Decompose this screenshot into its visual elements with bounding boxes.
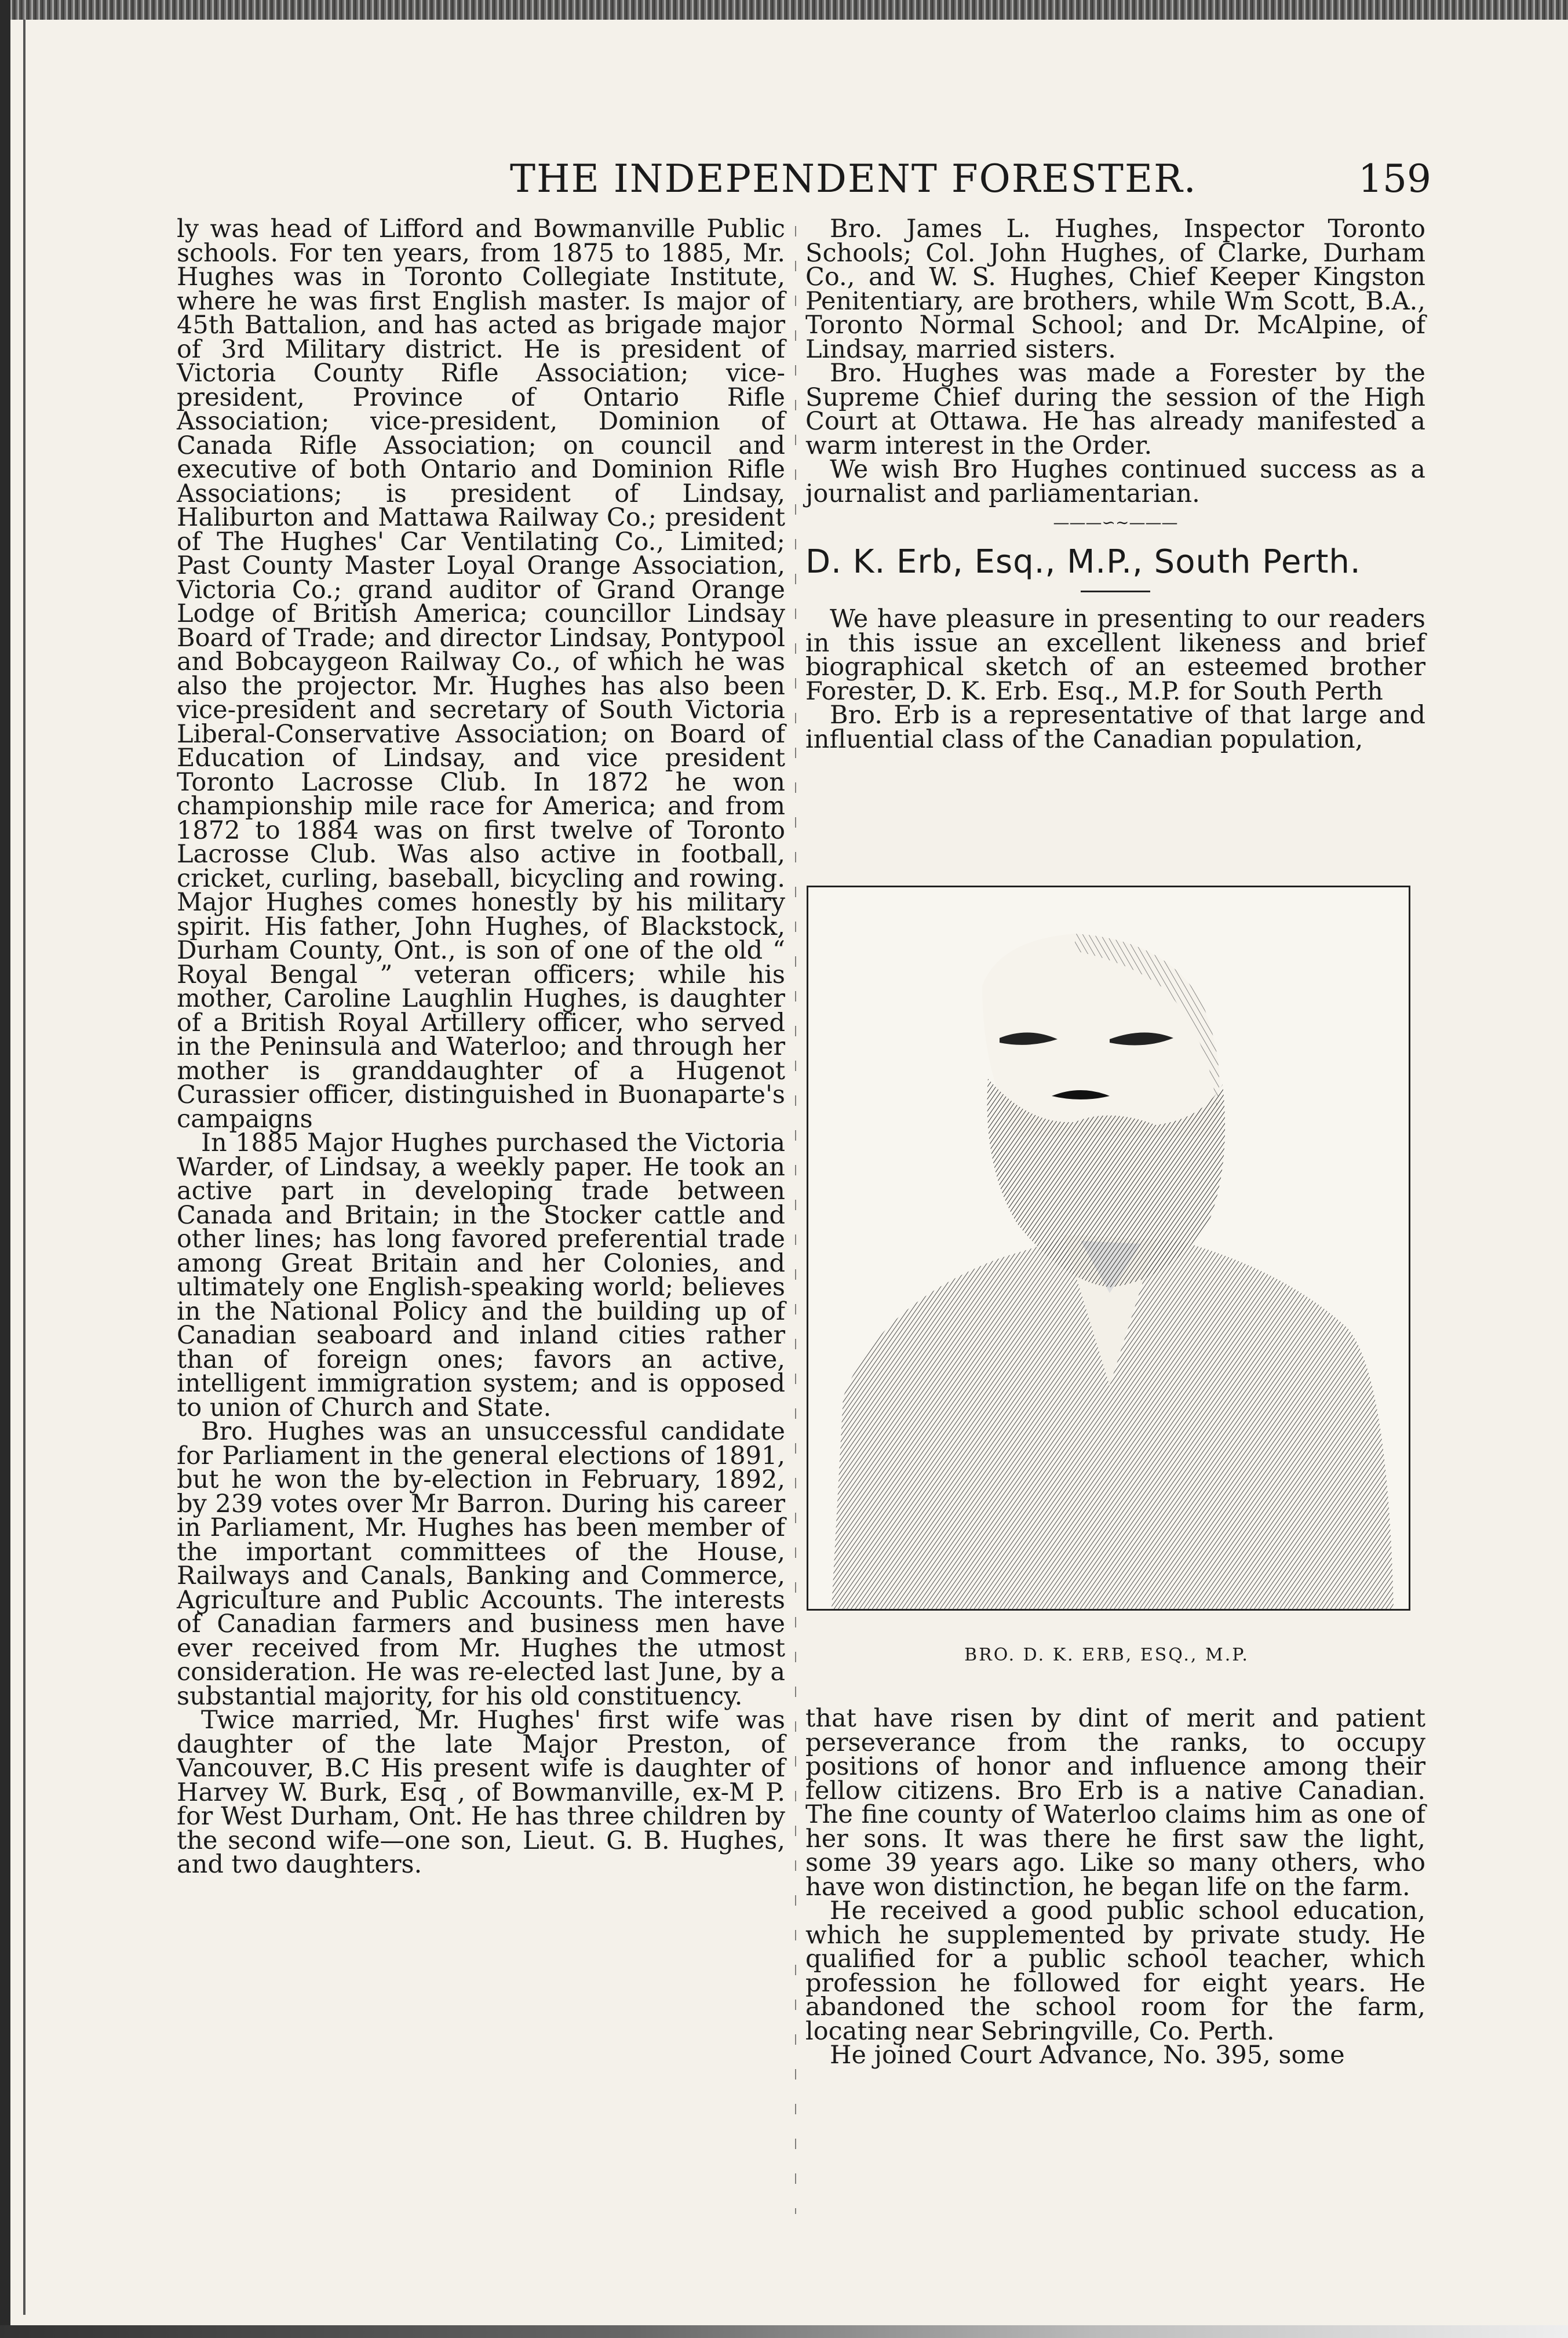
running-title: THE INDEPENDENT FORESTER. — [510, 156, 1197, 201]
page-number: 159 — [1358, 156, 1431, 201]
paragraph: Twice married, Mr. Hughes' first wife was daughter of the late Major Preston, of Vancouver, B.C His present wife is daughter of Harvey W. Burk, Esq , of Bowmanville, ex-M P. for West Durham, Ont. He has three children by the second wife—one son, Lieut. G. B. Hughes, and two daughters. — [177, 1706, 785, 1879]
portrait-engraving — [807, 886, 1410, 1611]
paragraph: ly was head of Lifford and Bowmanville Public schools. For ten years, from 1875 to 1885, Mr. Hughes was in Toronto Collegiate Institute, where he was first English master. Is major of 45th Battalion, and has acted as brigade major of 3rd Military district. He is president of Victoria County Rifle Association; vice-president, Province of Ontario Rifle Association; vice-president, Dominion of Canada Rifle Association; on council and executive of both Ontario and Dominion Rifle Associations; is president of Lindsay, Haliburton and Mattawa Railway Co.; president of The Hughes' Car Ventilating Co., Limited; Past County Master Loyal Orange Association, Victoria Co.; grand auditor of Grand Orange Lodge of British America; councillor Lindsay Board of Trade; and director Lindsay, Pontypool and Bobcaygeon Railway Co., of which he was also the projector. Mr. Hughes has also been vice-president and secretary of South Victoria Liberal-Conservative Association; on Board of Education of Lindsay, and vice president Toronto Lacrosse Club. In 1872 he won championship mile race for America; and from 1872 to 1884 was on first twelve of Toronto Lacrosse Club. Was also active in football, cricket, curling, baseball, bicycling and rowing. Major Hughes comes honestly by his military spirit. His father, John Hughes, of Blackstock, Durham County, Ont., is son of one of the old “ Royal Bengal ” veteran officers; while his mother, Caroline Laughlin Hughes, is daughter of a British Royal Artillery officer, who served in the Peninsula and Waterloo; and through her mother is granddaughter of a Hugenot Curassier officer, distinguished in Buonaparte's campaigns — [177, 214, 785, 1134]
paragraph: We wish Bro Hughes continued success as a journalist and parliamentarian. — [805, 455, 1425, 508]
section-heading: D. K. Erb, Esq., M.P., South Perth. — [805, 543, 1361, 581]
scan-top-edge — [0, 0, 1568, 20]
paragraph: Bro. James L. Hughes, Inspector Toronto Schools; Col. John Hughes, of Clarke, Durham Co., and W. S. Hughes, Chief Keeper Kingston Penitentiary, are brothers, while Wm Scott, B.A., Toronto Normal School; and Dr. McAlpine, of Lindsay, married sisters. — [805, 214, 1425, 364]
paragraph: Bro. Erb is a representative of that large and influential class of the Canadian population, — [805, 701, 1425, 754]
ornamental-divider: ———∽∼——— — [1053, 513, 1178, 532]
page-header — [174, 156, 1431, 203]
paragraph: In 1885 Major Hughes purchased the Victoria Warder, of Lindsay, a weekly paper. He took an active part in developing trade between Canada and Britain; in the Stocker cattle and other lines; has long favored preferential trade among Great Britain and her Colonies, and ultimately one English-speaking world; believes in the National Policy and the building up of Canadian seaboard and inland cities rather than of foreign ones; favors an active, intelligent immigration system; and is opposed to union of Church and State. — [177, 1128, 785, 1422]
right-column-top — [805, 214, 1425, 754]
paragraph: We have pleasure in presenting to our readers in this issue an excellent likeness and brief biographical sketch of an esteemed brother Forester, D. K. Erb. Esq., M.P. for South Perth — [805, 604, 1425, 706]
portrait-illustration — [808, 887, 1409, 1609]
scan-binding-line — [23, 20, 25, 2315]
paragraph: He joined Court Advance, No. 395, some — [830, 2041, 1345, 2070]
column-separator — [795, 226, 796, 2214]
left-column — [177, 214, 785, 1879]
right-column-bottom — [805, 1704, 1425, 2070]
scan-left-edge — [0, 0, 10, 2338]
scan-bottom-edge — [0, 2325, 1568, 2338]
heading-rule — [1081, 591, 1150, 592]
paragraph: Bro. Hughes was made a Forester by the Supreme Chief during the session of the High Court at Ottawa. He has already manifested a warm interest in the Order. — [805, 359, 1425, 460]
paragraph: that have risen by dint of merit and patient perseverance from the ranks, to occupy positions of honor and influence among their fellow citizens. Bro Erb is a native Canadian. The fine county of Waterloo claims him as one of her sons. It was there he first saw the light, some 39 years ago. Like so many others, who have won distinction, he began life on the farm. — [805, 1704, 1425, 1902]
paragraph: He received a good public school education, which he supplemented by private study. He qualified for a public school teacher, which profession he followed for eight years. He abandoned the school room for the farm, locating near Sebringville, Co. Perth. — [805, 1896, 1425, 2046]
paragraph: Bro. Hughes was an unsuccessful candidate for Parliament in the general elections of 1891, but he won the by-election in February, 1892, by 239 votes over Mr Barron. During his career in Parliament, Mr. Hughes has been member of the important committees of the House, Railways and Canals, Banking and Commerce, Agriculture and Public Accounts. The interests of Canadian farmers and business men have ever received from Mr. Hughes the utmost consideration. He was re-elected last June, by a substantial majority, for his old constituency. — [177, 1417, 785, 1711]
portrait-caption: BRO. D. K. ERB, ESQ., M.P. — [964, 1645, 1249, 1665]
